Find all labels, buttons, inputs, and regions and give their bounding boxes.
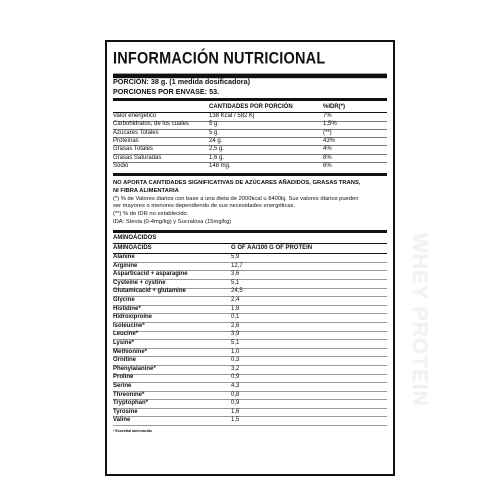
nutrition-cell: 1,5% (323, 121, 337, 128)
aminoacid-row (113, 254, 387, 263)
aminoacid-row (113, 323, 387, 332)
nutrition-cell: Valor energético (113, 113, 157, 120)
nutrition-facts-label (105, 40, 395, 476)
aminoacid-value: 4,3 (231, 383, 240, 390)
aminoacid-footnote: * Essential aminoacids (113, 429, 152, 434)
aminoacid-name: Leucine* (113, 331, 139, 338)
nutrition-cell: 1,6 g. (209, 154, 225, 161)
aminoacid-value: 1,8 (231, 305, 240, 312)
divider-thick (113, 98, 387, 101)
aminoacid-row (113, 417, 387, 426)
aminoacid-value: 0,1 (231, 314, 240, 321)
label-notes (113, 178, 387, 228)
aminoacid-row (113, 263, 387, 272)
nutrition-cell: 7% (323, 113, 332, 120)
nutrition-cell: 5 g. (209, 129, 220, 136)
aminoacid-value: 3,6 (231, 271, 240, 278)
nutrition-cell: 4% (323, 146, 332, 153)
aminoacid-section (113, 235, 387, 434)
aminoacid-row (113, 383, 387, 392)
aminoacid-value: 1,5 (231, 417, 240, 424)
aminoacid-value: 12,7 (231, 262, 243, 269)
aminoacid-row (113, 375, 387, 384)
aminoacid-name: Glutamicacid + glutamine (113, 288, 186, 295)
aminoacid-value: 0,9 (231, 400, 240, 407)
divider-thick (113, 230, 387, 233)
serving-portion: PORCIÓN: 38 g. (1 medida dosificadora) (113, 76, 250, 86)
note-line: (*) % de Valores diarios con base a una dieta de 2000kcal u 8400kj. Sus valores diarios pueden (113, 195, 359, 202)
note-line: (**) % de IDR no establecido. (113, 210, 189, 217)
aminoacid-row (113, 349, 387, 358)
nutrition-cell: 148 mg. (209, 163, 231, 170)
aminoacid-row (113, 314, 387, 323)
aminoacid-value: 3,9 (231, 331, 240, 338)
nutrition-cell: 24 g. (209, 137, 223, 144)
aminoacid-row (113, 340, 387, 349)
aminoacid-name: Arginine (113, 262, 138, 269)
label-title: INFORMACIÓN NUTRICIONAL (113, 46, 387, 78)
aminoacid-name: Isoleucine* (113, 322, 145, 329)
nutrition-table-body (113, 113, 387, 171)
aminoacid-value: 0,8 (231, 391, 240, 398)
aminoacid-table-body (113, 254, 387, 426)
nutrition-cell: Azúcares Totales (113, 129, 159, 136)
nutrition-table (113, 103, 387, 171)
aminoacid-row (113, 306, 387, 315)
aminoacid-name: Alanine (113, 254, 135, 261)
nutrition-cell: Carbohidratos, de los cuales (113, 121, 190, 128)
nutrition-cell: Grasas Saturadas (113, 154, 162, 161)
note-line: IDA: Stevia (0-4mg/kg) y Sucralosa (15mg/kg) (113, 218, 232, 225)
nutrition-row (113, 146, 387, 154)
aminoacid-name: Methionine* (113, 348, 147, 355)
aminoacid-value: 0,9 (231, 374, 240, 381)
header-cell: %IDR(*) (323, 103, 345, 110)
aminoacid-name: Lysine* (113, 340, 135, 347)
nutrition-cell: Sodio (113, 163, 129, 170)
aminoacid-value: 5,9 (231, 254, 240, 261)
aminoacid-row (113, 357, 387, 366)
aminoacid-row (113, 409, 387, 418)
aminoacid-title: AMINOÁCIDOS (113, 235, 387, 244)
aminoacid-name: Cysteine + cystine (113, 279, 166, 286)
aminoacid-name: Phenylalanine* (113, 365, 156, 372)
servings-per-container: PORCIONES POR ENVASE: 53. (113, 86, 220, 96)
nutrition-cell: 43% (323, 137, 336, 144)
aminoacid-name: Tyrosine (113, 408, 138, 415)
aminoacid-row (113, 297, 387, 306)
nutrition-cell: (**) (323, 129, 332, 136)
aminoacid-name: Ornitine (113, 357, 137, 364)
nutrition-row (113, 122, 387, 130)
aminoacid-row (113, 271, 387, 280)
nutrition-cell: Proteínas (113, 137, 139, 144)
nutrition-cell: 6% (323, 163, 332, 170)
nutrition-cell: 138 Kcal / 582 Kj (209, 113, 255, 120)
header-cell: AMINOACIDS (113, 244, 152, 251)
aminoacid-value: 3,2 (231, 365, 240, 372)
side-watermark-text: WHEY PROTEIN (408, 233, 432, 407)
aminoacid-name: Hidroxiprolne (113, 314, 153, 321)
nutrition-cell: 2,5 g. (209, 146, 225, 153)
nutrition-cell: 8% (323, 154, 332, 161)
nutrition-table-header (113, 103, 387, 112)
header-cell: CANTIDADES POR PORCIÓN (209, 103, 293, 110)
aminoacid-name: Proline (113, 374, 134, 381)
nutrition-cell: 5 g. (209, 121, 220, 128)
aminoacid-row (113, 400, 387, 409)
aminoacid-value: 24,5 (231, 288, 243, 295)
nutrition-row (113, 155, 387, 163)
aminoacid-value: 2,4 (231, 297, 240, 304)
note-bold-line: NI FIBRA ALIMENTARIA (113, 188, 179, 194)
aminoacid-row (113, 289, 387, 298)
divider-thick (113, 173, 387, 176)
side-watermark (406, 170, 432, 470)
nutrition-row (113, 138, 387, 146)
aminoacid-name: Threonine* (113, 391, 145, 398)
aminoacid-name: Histidine* (113, 305, 141, 312)
aminoacid-value: 5,1 (231, 279, 240, 286)
aminoacid-name: Valine (113, 417, 131, 424)
aminoacid-name: Tryptophan* (113, 400, 149, 407)
aminoacid-name: Serine (113, 383, 132, 390)
note-bold-line: NO APORTA CANTIDADES SIGNIFICATIVAS DE AZÚCARES AÑADIDOS, GRASAS TRANS, (113, 180, 361, 187)
aminoacid-value: 5,1 (231, 340, 240, 347)
aminoacid-value: 1,0 (231, 348, 240, 355)
aminoacid-row (113, 366, 387, 375)
nutrition-row (113, 163, 387, 171)
nutrition-row (113, 113, 387, 121)
note-line: ser mayores o menores dependiendo de sus necesidades energéticas. (113, 203, 296, 210)
aminoacid-name: Glycine (113, 297, 135, 304)
nutrition-row (113, 130, 387, 138)
aminoacid-name: Asparticacid + asparagine (113, 271, 188, 278)
aminoacid-row (113, 332, 387, 341)
aminoacid-row (113, 280, 387, 289)
aminoacid-value: 1,6 (231, 408, 240, 415)
aminoacid-row (113, 392, 387, 401)
aminoacid-table-header (113, 244, 387, 254)
aminoacid-value: 2,6 (231, 322, 240, 329)
aminoacid-value: 0,3 (231, 357, 240, 364)
header-cell: G OF AA/100 G OF PROTEIN (231, 244, 313, 251)
nutrition-cell: Grasas Totales (113, 146, 153, 153)
serving-info (113, 77, 387, 96)
